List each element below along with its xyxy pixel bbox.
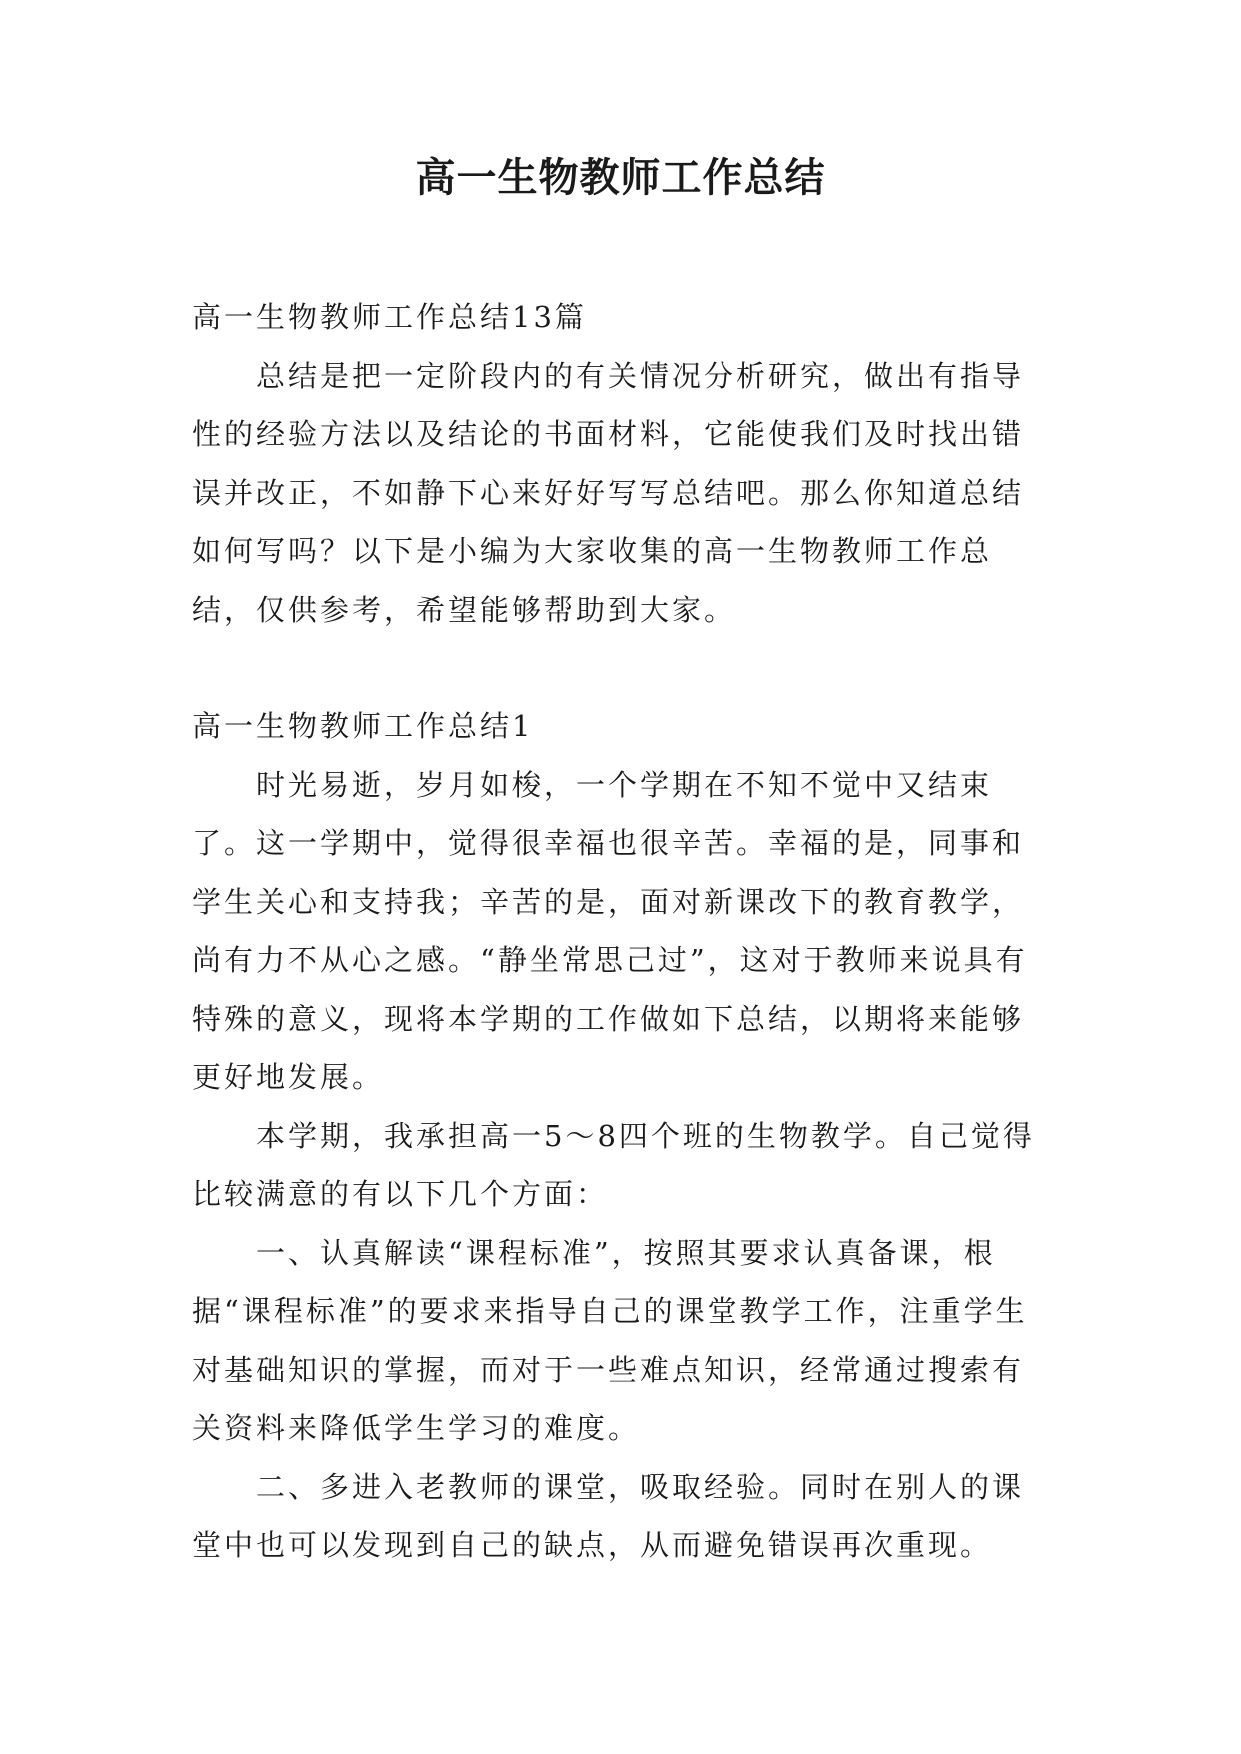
intro-paragraph: 总结是把一定阶段内的有关情况分析研究，做出有指导性的经验方法以及结论的书面材料，它能使我们及时找出错误并改正，不如静下心来好好写写总结吧。那么你知道总结如何写吗？以下是小编为大家收集的高一生物教师工作总结，仅供参考，希望能够帮助到大家。: [192, 358, 1025, 627]
body-paragraph: 时光易逝，岁月如梭，一个学期在不知不觉中又结束了。这一学期中，觉得很幸福也很辛苦。幸福的是，同事和学生关心和支持我；辛苦的是，面对新课改下的教育教学，尚有力不从心之感。“静坐常思己过”，这对于教师来说具有特殊的意义，现将本学期的工作做如下总结，以期将来能够更好地发展。: [192, 767, 1028, 1094]
body-paragraph: 二、多进入老教师的课堂，吸取经验。同时在别人的课堂中也可以发现到自己的缺点，从而避免错误再次重现。: [192, 1469, 1025, 1562]
document-body: [192, 288, 1054, 1575]
document-subtitle: 高一生物教师工作总结13篇: [192, 300, 587, 334]
section-heading: 高一生物教师工作总结1: [192, 709, 534, 743]
body-paragraph: 本学期，我承担高一5～8四个班的生物教学。自己觉得比较满意的有以下几个方面：: [192, 1118, 1035, 1211]
body-paragraph: 一、认真解读“课程标准”，按照其要求认真备课，根据“课程标准”的要求来指导自己的课堂教学工作，注重学生对基础知识的掌握，而对于一些难点知识，经常通过搜索有关资料来降低学生学习的难度。: [192, 1235, 1028, 1445]
document-title: 高一生物教师工作总结: [415, 155, 826, 201]
